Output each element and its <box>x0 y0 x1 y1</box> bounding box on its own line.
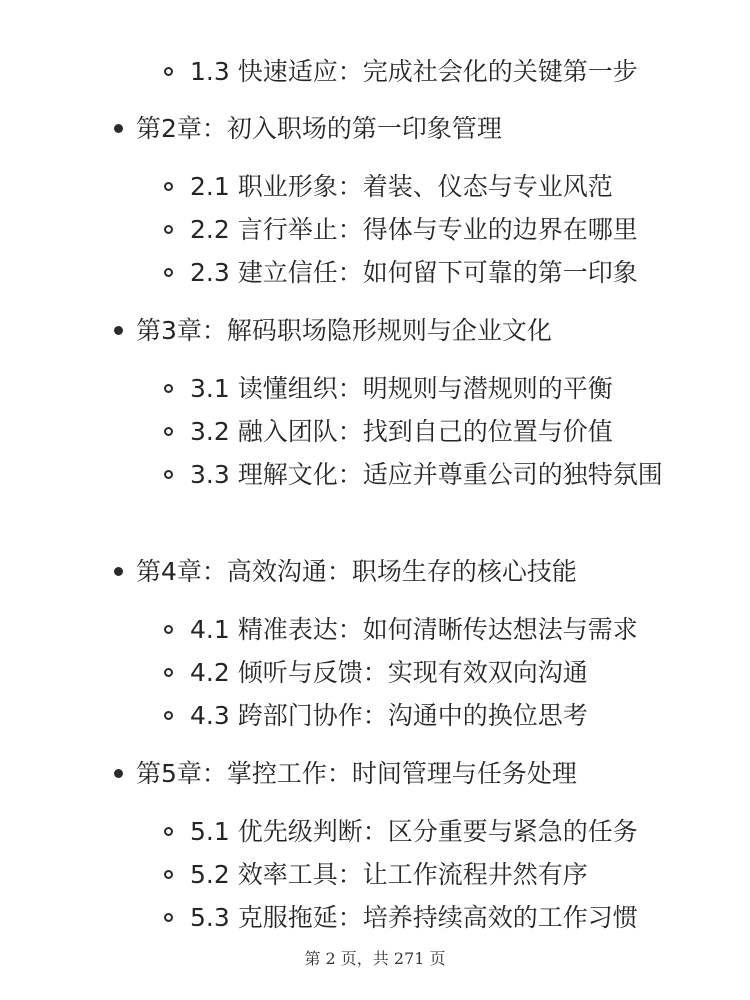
toc-section-2-2[interactable]: 2.2 言行举止：得体与专业的边界在哪里 <box>190 215 638 244</box>
toc-section-4-2[interactable]: 4.2 倾听与反馈：实现有效双向沟通 <box>190 658 588 687</box>
bullet-disc-icon <box>114 326 123 335</box>
bullet-disc-icon <box>114 124 123 133</box>
bullet-circle-icon <box>164 870 173 879</box>
toc-section-4-1[interactable]: 4.1 精准表达：如何清晰传达想法与需求 <box>190 615 638 644</box>
bullet-circle-icon <box>164 827 173 836</box>
toc-section-2-3[interactable]: 2.3 建立信任：如何留下可靠的第一印象 <box>190 258 638 287</box>
toc-section-3-1[interactable]: 3.1 读懂组织：明规则与潜规则的平衡 <box>190 374 613 403</box>
toc-section-3-2[interactable]: 3.2 融入团队：找到自己的位置与价值 <box>190 417 613 446</box>
toc-section-5-2[interactable]: 5.2 效率工具：让工作流程井然有序 <box>190 860 588 889</box>
toc-section-5-1[interactable]: 5.1 优先级判断：区分重要与紧急的任务 <box>190 817 638 846</box>
toc-chapter-3[interactable]: 第3章：解码职场隐形规则与企业文化 <box>136 316 552 345</box>
bullet-circle-icon <box>164 913 173 922</box>
bullet-circle-icon <box>164 182 173 191</box>
bullet-circle-icon <box>164 625 173 634</box>
bullet-circle-icon <box>164 268 173 277</box>
toc-section-1-3[interactable]: 1.3 快速适应：完成社会化的关键第一步 <box>190 57 638 86</box>
bullet-circle-icon <box>164 427 173 436</box>
toc-chapter-4[interactable]: 第4章：高效沟通：职场生存的核心技能 <box>136 557 577 586</box>
toc-section-5-3[interactable]: 5.3 克服拖延：培养持续高效的工作习惯 <box>190 903 638 932</box>
bullet-circle-icon <box>164 470 173 479</box>
page-number-footer: 第 2 页，共 271 页 <box>304 949 446 968</box>
toc-section-3-3[interactable]: 3.3 理解文化：适应并尊重公司的独特氛围 <box>190 460 663 489</box>
toc-section-4-3[interactable]: 4.3 跨部门协作：沟通中的换位思考 <box>190 701 588 730</box>
bullet-circle-icon <box>164 225 173 234</box>
bullet-disc-icon <box>114 567 123 576</box>
bullet-circle-icon <box>164 668 173 677</box>
bullet-disc-icon <box>114 769 123 778</box>
toc-chapter-5[interactable]: 第5章：掌控工作：时间管理与任务处理 <box>136 759 577 788</box>
toc-section-2-1[interactable]: 2.1 职业形象：着装、仪态与专业风范 <box>190 172 613 201</box>
bullet-circle-icon <box>164 384 173 393</box>
bullet-circle-icon <box>164 67 173 76</box>
bullet-circle-icon <box>164 711 173 720</box>
toc-chapter-2[interactable]: 第2章：初入职场的第一印象管理 <box>136 114 502 143</box>
